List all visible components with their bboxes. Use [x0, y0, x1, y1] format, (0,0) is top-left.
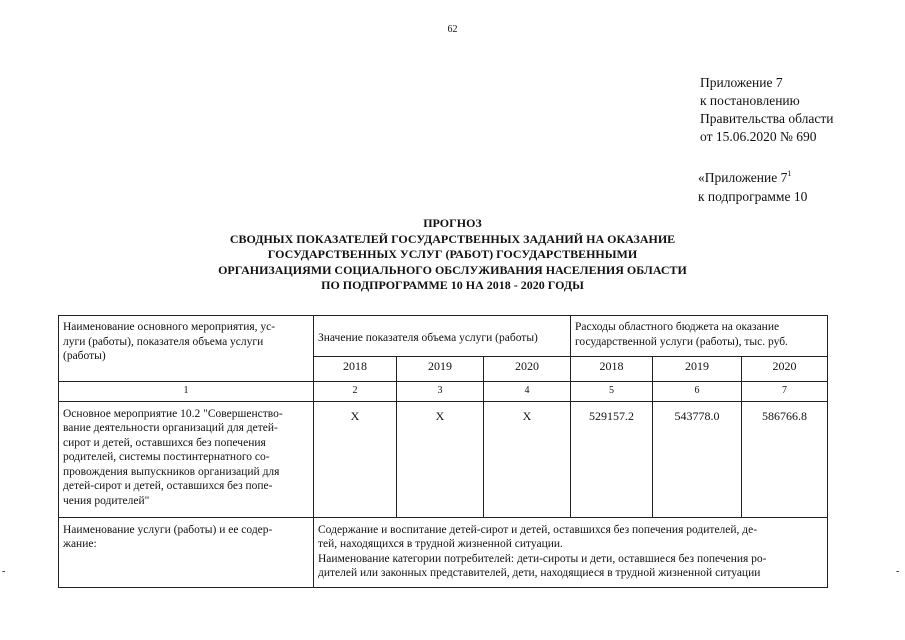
year-cell: 2020 [742, 357, 828, 382]
approval-line: к постановлению [700, 93, 800, 108]
service-content: Содержание и воспитание детей-сирот и детей, оставшихся без попечения родителей, де- тей, находящихся в трудной жизненной ситуации. [318, 523, 758, 550]
table-header-row [59, 316, 828, 357]
volume-header: Значение показателя объема услуги (работы) [314, 316, 571, 357]
col1-header: Наименование основного мероприятия, ус- луги (работы), показателя объема услуги (работы) [59, 316, 314, 382]
value-cell: X [314, 401, 397, 517]
value-cell: 529157.2 [571, 401, 653, 517]
value-cell: X [484, 401, 571, 517]
service-label: Наименование услуги (работы) и ее содер- жание: [59, 517, 314, 587]
service-description [314, 517, 828, 587]
column-number: 6 [653, 382, 742, 402]
main-event-name: Основное мероприятие 10.2 "Совершенство- вание деятельности организаций для детей- сирот и детей, оставшихся без попечения родителей, системы постинтернатного со- провождения выпускников организаций для детей-сирот и детей, оставшихся без попе- чения родителей" [59, 401, 314, 517]
forecast-table [58, 315, 828, 588]
table-row [59, 517, 828, 587]
heading-line: ОРГАНИЗАЦИЯМИ СОЦИАЛЬНОГО ОБСЛУЖИВАНИЯ НАСЕЛЕНИЯ ОБЛАСТИ [218, 262, 687, 277]
value-cell: 543778.0 [653, 401, 742, 517]
column-number: 3 [397, 382, 484, 402]
heading-line: ГОСУДАРСТВЕННЫХ УСЛУГ (РАБОТ) ГОСУДАРСТВЕННЫМИ [267, 247, 638, 261]
left-edge-mark: - [2, 566, 6, 577]
approval-block [700, 74, 833, 146]
approval-line: от 15.06.2020 № 690 [700, 129, 817, 144]
subprogram-ref-line: к подпрограмме 10 [698, 189, 808, 204]
heading-line: ПО ПОДПРОГРАММЕ 10 НА 2018 - 2020 ГОДЫ [321, 278, 584, 292]
service-consumers: Наименование категории потребителей: дети-сироты и дети, оставшиеся без попечения ро- дителей или законных представителей, дети, находящиеся в трудной жизненной ситуации [318, 552, 767, 579]
page-number: 62 [447, 24, 458, 35]
superscript: 1 [787, 169, 792, 178]
year-cell: 2018 [314, 357, 397, 382]
column-number: 1 [59, 382, 314, 402]
column-number: 4 [484, 382, 571, 402]
value-cell: 586766.8 [742, 401, 828, 517]
year-cell: 2018 [571, 357, 653, 382]
approval-line: Приложение 7 [700, 75, 783, 90]
column-number: 7 [742, 382, 828, 402]
year-cell: 2019 [397, 357, 484, 382]
column-number: 5 [571, 382, 653, 402]
year-cell: 2019 [653, 357, 742, 382]
document-heading [0, 216, 905, 294]
subprogram-reference [698, 164, 807, 206]
value-cell: X [397, 401, 484, 517]
column-number: 2 [314, 382, 397, 402]
right-edge-mark: - [896, 566, 900, 577]
table-row [59, 401, 828, 517]
subprogram-ref-line: «Приложение $7^1$ [698, 169, 792, 185]
year-cell: 2020 [484, 357, 571, 382]
expense-header: Расходы областного бюджета на оказание государственной услуги (работы), тыс. руб. [571, 316, 828, 357]
column-number-row [59, 382, 828, 402]
heading-line: СВОДНЫХ ПОКАЗАТЕЛЕЙ ГОСУДАРСТВЕННЫХ ЗАДАНИЙ НА ОКАЗАНИЕ [229, 231, 676, 246]
approval-line: Правительства области [700, 111, 834, 126]
heading-line: ПРОГНОЗ [423, 216, 482, 230]
